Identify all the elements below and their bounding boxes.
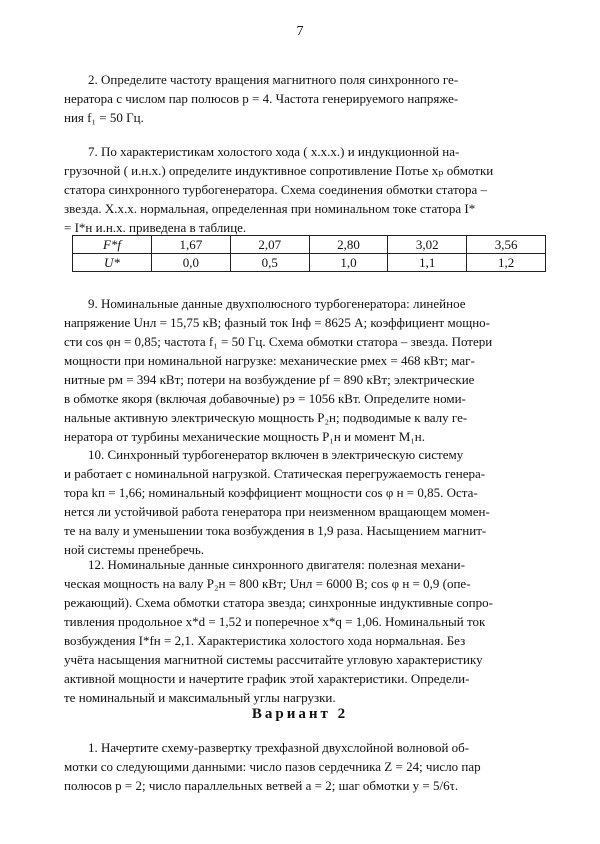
xx-characteristic-table [72, 235, 546, 272]
table-cell: 1,1 [388, 254, 467, 272]
text-line: мотки со следующими данными: число пазов сердечника Z = 24; число пар [64, 759, 481, 774]
text-line: грузочной ( и.н.х.) определите индуктивное сопротивление Потье xₚ обмотки [64, 163, 494, 178]
text-line: нератора от турбины механические мощность P₁н и момент M₁н. [64, 429, 425, 444]
table-row [73, 254, 546, 272]
text-line: нется ли устойчивой работа генератора при неизменном вращающем момен- [64, 504, 490, 519]
text-line: те на валу и уменьшении тока возбуждения в 1,9 раза. Насыщением магнит- [64, 523, 487, 538]
text-line: ной системы пренебречь. [64, 542, 205, 557]
table-cell: 1,67 [152, 236, 231, 254]
table-cell: 2,07 [230, 236, 309, 254]
text-line: нератора с числом пар полюсов p = 4. Частота генерируемого напряже- [64, 91, 459, 106]
text-line: ческая мощность на валу P₂н = 800 кВт; Uнл = 6000 В; cos φ н = 0,9 (опе- [64, 576, 471, 591]
table-header-cell: F*f [73, 236, 152, 254]
task-12 [64, 555, 554, 707]
text-line: тивления продольное x*d = 1,52 и поперечное x*q = 1,06. Номинальный ток [64, 614, 486, 629]
text-line: сти cos φн = 0,85; частота f₁ = 50 Гц. Схема обмотки статора – звезда. Потери [64, 334, 493, 349]
text-line: полюсов p = 2; число параллельных ветвей a = 2; шаг обмотки y = 5/6τ. [64, 778, 459, 793]
text-line: и работает с номинальной нагрузкой. Статическая перегружаемость генера- [64, 466, 486, 481]
text-line: те номинальный и максимальный углы нагрузки. [64, 690, 336, 705]
variant-heading: Вариант 2 [251, 706, 349, 722]
text-line: статора синхронного турбогенератора. Схема соединения обмотки статора – [64, 182, 487, 197]
task-9 [64, 294, 554, 446]
task-2 [64, 70, 554, 127]
text-line: ния f₁ = 50 Гц. [64, 110, 144, 125]
variant-2-task-1 [64, 738, 554, 795]
page-number: 7 [296, 24, 304, 39]
text-line: активной мощности и начертите график этой характеристики. Определи- [64, 671, 470, 686]
table-cell: 0,5 [230, 254, 309, 272]
text-line: 1. Начертите схему-развертку трехфазной двухслойной волновой об- [88, 740, 470, 755]
text-line: напряжение Uнл = 15,75 кВ; фазный ток Iнф = 8625 А; коэффициент мощно- [64, 315, 491, 330]
table-cell: 1,0 [309, 254, 388, 272]
text-line: нальные активную электрическую мощность P₂н; подводимые к валу ге- [64, 410, 468, 425]
table-row [73, 236, 546, 254]
text-line: звезда. Х.х.х. нормальная, определенная при номинальном токе статора I* [64, 201, 476, 216]
text-line: 12. Номинальные данные синхронного двигателя: полезная механи- [88, 557, 465, 572]
table-cell: 3,56 [467, 236, 546, 254]
text-line: 7. По характеристикам холостого хода ( х.х.х.) и индукционной на- [88, 144, 460, 159]
table-header-cell: U* [73, 254, 152, 272]
text-line: тора kп = 1,66; номинальный коэффициент мощности cos φ н = 0,85. Оста- [64, 485, 478, 500]
table-cell: 2,80 [309, 236, 388, 254]
text-line: 9. Номинальные данные двухполюсного турбогенератора: линейное [88, 296, 466, 311]
text-line: 2. Определите частоту вращения магнитного поля синхронного ге- [88, 72, 459, 87]
text-line: нитные pм = 394 кВт; потери на возбуждение pf = 890 кВт; электрические [64, 372, 475, 387]
text-line: возбуждения I*fн = 2,1. Характеристика холостого хода нормальная. Без [64, 633, 466, 648]
table-cell: 3,02 [388, 236, 467, 254]
text-line: 10. Синхронный турбогенератор включен в электрическую систему [88, 447, 464, 462]
text-line: в обмотке якоря (включая добавочные) pэ = 1056 кВт. Определите номи- [64, 391, 466, 406]
text-line: = I*н и.н.х. приведена в таблице. [64, 220, 247, 235]
text-line: мощности при номинальной нагрузке: механические pмех = 468 кВт; маг- [64, 353, 475, 368]
table-cell: 1,2 [467, 254, 546, 272]
task-10 [64, 445, 554, 559]
text-line: учёта насыщения магнитной системы рассчитайте угловую характеристику [64, 652, 483, 667]
task-7 [64, 142, 554, 237]
text-line: режающий). Схема обмотки статора звезда; синхронные индуктивные сопро- [64, 595, 493, 610]
table-cell: 0,0 [152, 254, 231, 272]
